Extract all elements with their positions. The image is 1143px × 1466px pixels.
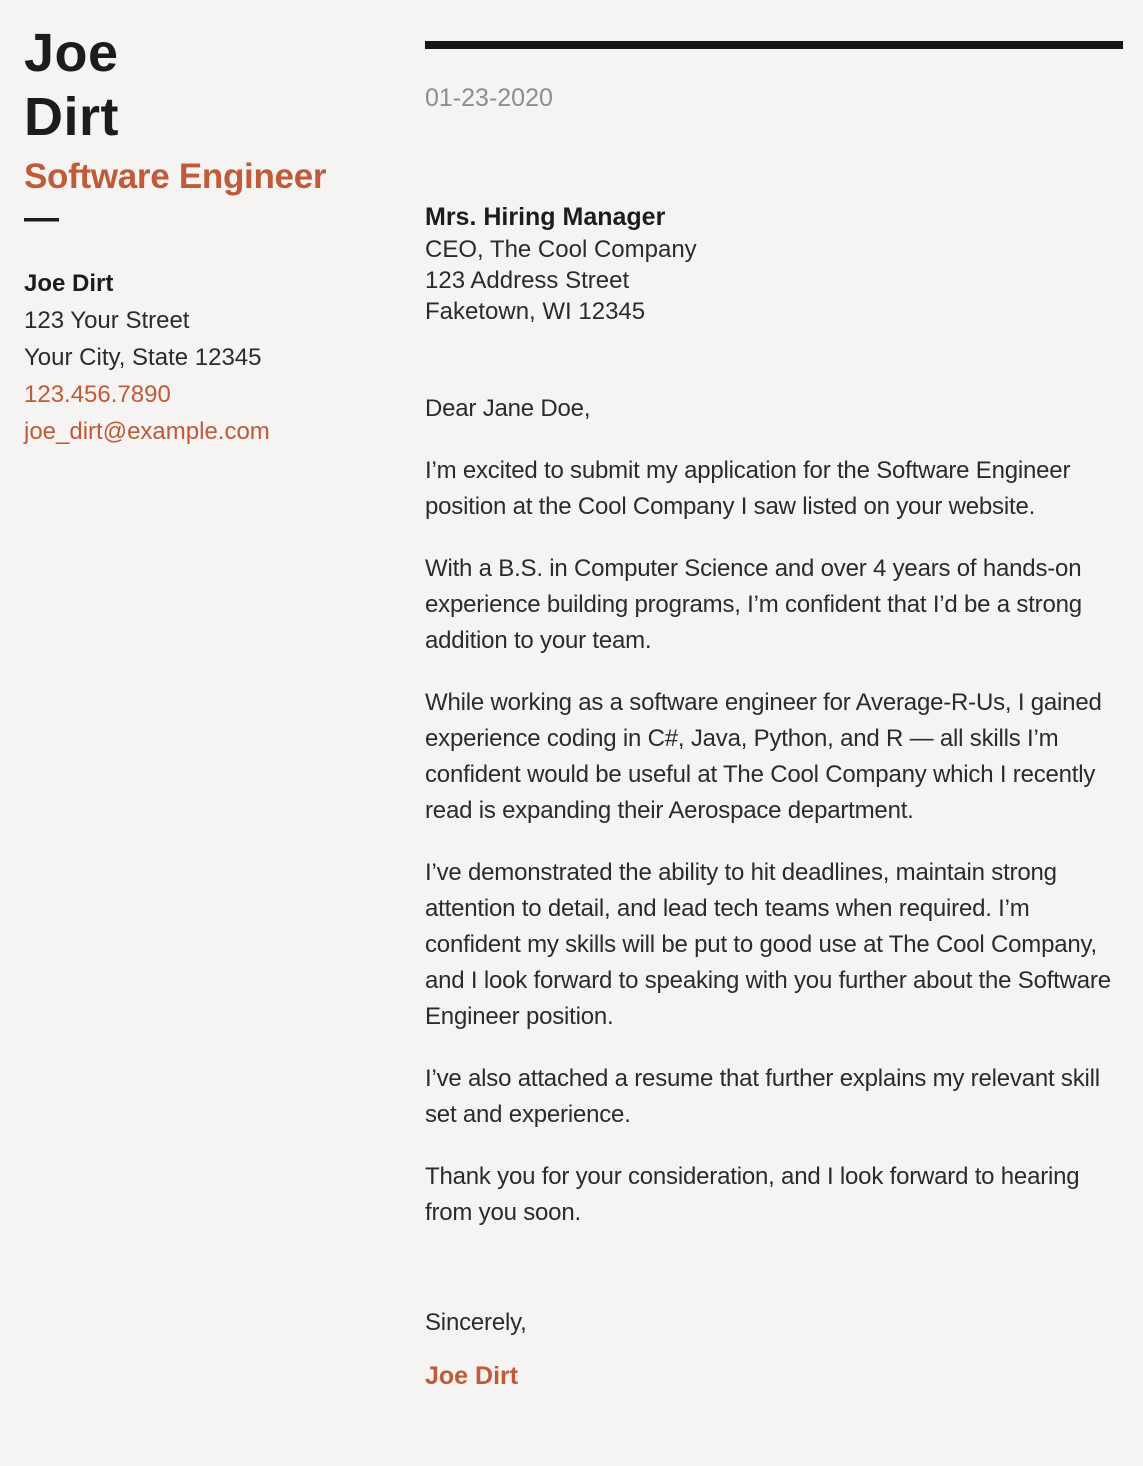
recipient-title-company: CEO, The Cool Company bbox=[425, 236, 697, 263]
letter-paragraph-1: I’m excited to submit my application for the Software Engineer position at the Cool Company I saw listed on your website. bbox=[425, 457, 1071, 520]
contact-email: joe_dirt@example.com bbox=[24, 418, 270, 445]
applicant-name bbox=[24, 21, 400, 149]
top-rule-bar bbox=[425, 41, 1123, 49]
contact-city: Your City, State 12345 bbox=[24, 344, 262, 371]
applicant-first-name: Joe bbox=[24, 23, 119, 83]
recipient-name: Mrs. Hiring Manager bbox=[425, 203, 666, 231]
letter-column bbox=[425, 0, 1123, 1392]
contact-block bbox=[24, 265, 400, 450]
sidebar bbox=[24, 21, 400, 450]
salutation: Dear Jane Doe, bbox=[425, 395, 591, 422]
recipient-block bbox=[425, 201, 1123, 327]
contact-phone: 123.456.7890 bbox=[24, 381, 171, 408]
letter-paragraph-2: With a B.S. in Computer Science and over 4 years of hands-on experience building programs, I’m confident that I’d be a strong addition to your team. bbox=[425, 555, 1082, 654]
signature-name: Joe Dirt bbox=[425, 1362, 519, 1390]
recipient-street: 123 Address Street bbox=[425, 267, 630, 294]
dash-divider: — bbox=[24, 198, 59, 237]
letter-paragraph-6: Thank you for your consideration, and I look forward to hearing from you soon. bbox=[425, 1163, 1080, 1226]
letter-paragraph-4: I’ve demonstrated the ability to hit deadlines, maintain strong attention to detail, and lead tech teams when required. I’m confident my skills will be put to good use at The Cool Company, and I look forward to speaking with you further about the Software Engineer position. bbox=[425, 859, 1111, 1030]
contact-street: 123 Your Street bbox=[24, 307, 190, 334]
letter-paragraph-3: While working as a software engineer for Average-R-Us, I gained experience coding in C#, Java, Python, and R — all skills I’m confident would be useful at The Cool Company which I recently read is expanding their Aerospace department. bbox=[425, 689, 1102, 824]
contact-name: Joe Dirt bbox=[24, 270, 114, 297]
letter-paragraph-5: I’ve also attached a resume that further explains my relevant skill set and experience. bbox=[425, 1065, 1100, 1128]
closing: Sincerely, bbox=[425, 1309, 527, 1336]
recipient-city: Faketown, WI 12345 bbox=[425, 298, 646, 325]
letter-date: 01-23-2020 bbox=[425, 84, 553, 112]
applicant-last-name: Dirt bbox=[24, 87, 119, 147]
applicant-job-title: Software Engineer bbox=[24, 157, 327, 196]
